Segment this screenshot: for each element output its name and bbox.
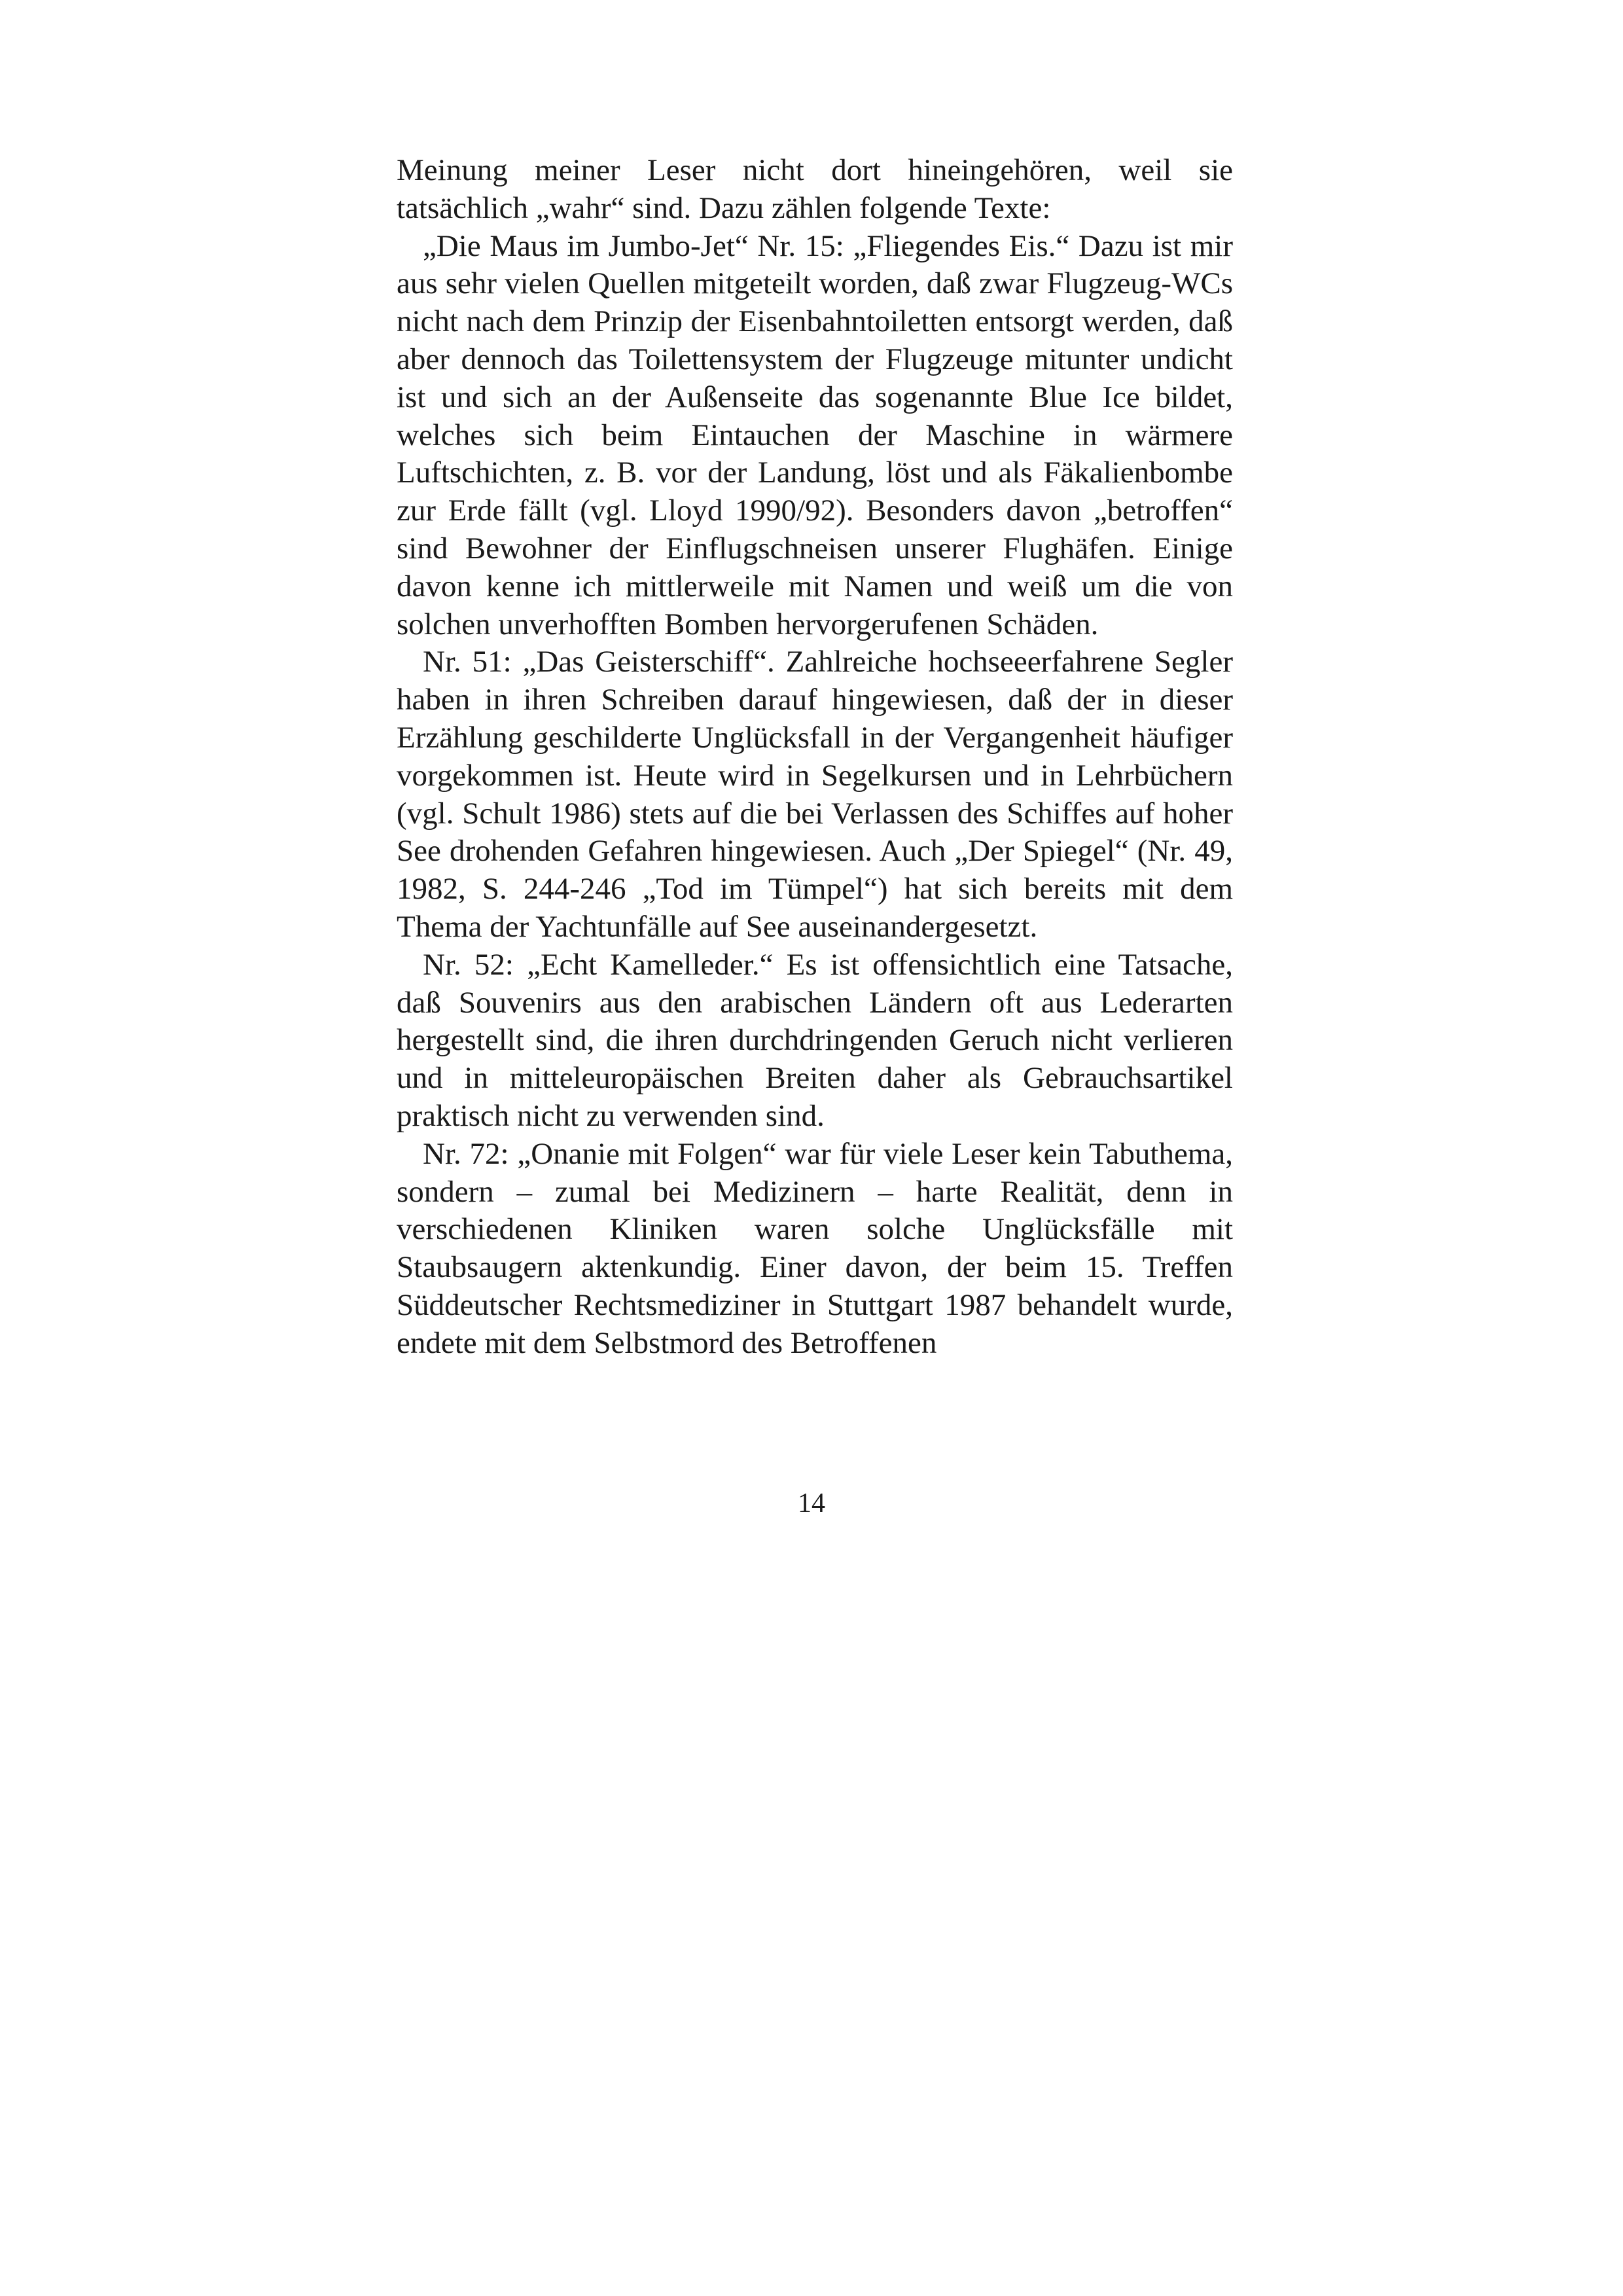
page-number: 14 xyxy=(798,1488,825,1518)
paragraph-1: Meinung meiner Leser nicht dort hineingehören, weil sie tatsächlich „wahr“ sind. Dazu zählen folgende Texte: xyxy=(397,153,1233,225)
paragraph-4: Nr. 52: „Echt Kamelleder.“ Es ist offensichtlich eine Tatsache, daß Souvenirs aus den arabischen Ländern oft aus Lederarten hergestellt sind, die ihren durchdringenden Geruch nicht verlieren und in mitteleuropäischen Breiten daher als Gebrauchsartikel praktisch nicht zu verwenden sind. xyxy=(397,947,1233,1133)
paragraph-5: Nr. 72: „Onanie mit Folgen“ war für viele Leser kein Tabuthema, sondern – zumal bei Medizinern – harte Realität, denn in verschiedenen Kliniken waren solche Unglücksfälle mit Staubsaugern aktenkundig. Einer davon, der beim 15. Treffen Süddeutscher Rechtsmediziner in Stuttgart 1987 behandelt wurde, endete mit dem Selbstmord des Betroffenen xyxy=(397,1136,1233,1360)
body-text xyxy=(397,152,1233,1363)
paragraph-2: „Die Maus im Jumbo-Jet“ Nr. 15: „Fliegendes Eis.“ Dazu ist mir aus sehr vielen Quellen mitgeteilt worden, daß zwar Flugzeug-WCs nicht nach dem Prinzip der Eisenbahntoiletten entsorgt werden, daß aber dennoch das Toilettensystem der Flugzeuge mitunter undicht ist und sich an der Außenseite das sogenannte Blue Ice bildet, welches sich beim Eintauchen der Maschine in wärmere Luftschichten, z. B. vor der Landung, löst und als Fäkalienbombe zur Erde fällt (vgl. Lloyd 1990/92). Besonders davon „betroffen“ sind Bewohner der Einflugschneisen unserer Flughäfen. Einige davon kenne ich mittlerweile mit Namen und weiß um die von solchen unverhofften Bomben hervorgerufenen Schäden. xyxy=(397,228,1233,641)
paragraph-3: Nr. 51: „Das Geisterschiff“. Zahlreiche hochseeerfahrene Segler haben in ihren Schreiben darauf hingewiesen, daß der in dieser Erzählung geschilderte Unglücksfall in der Vergangenheit häufiger vorgekommen ist. Heute wird in Segelkursen und in Lehrbüchern (vgl. Schult 1986) stets auf die bei Verlassen des Schiffes auf hoher See drohenden Gefahren hingewiesen. Auch „Der Spiegel“ (Nr. 49, 1982, S. 244-246 „Tod im Tümpel“) hat sich bereits mit dem Thema der Yachtunfälle auf See auseinandergesetzt. xyxy=(397,645,1233,944)
